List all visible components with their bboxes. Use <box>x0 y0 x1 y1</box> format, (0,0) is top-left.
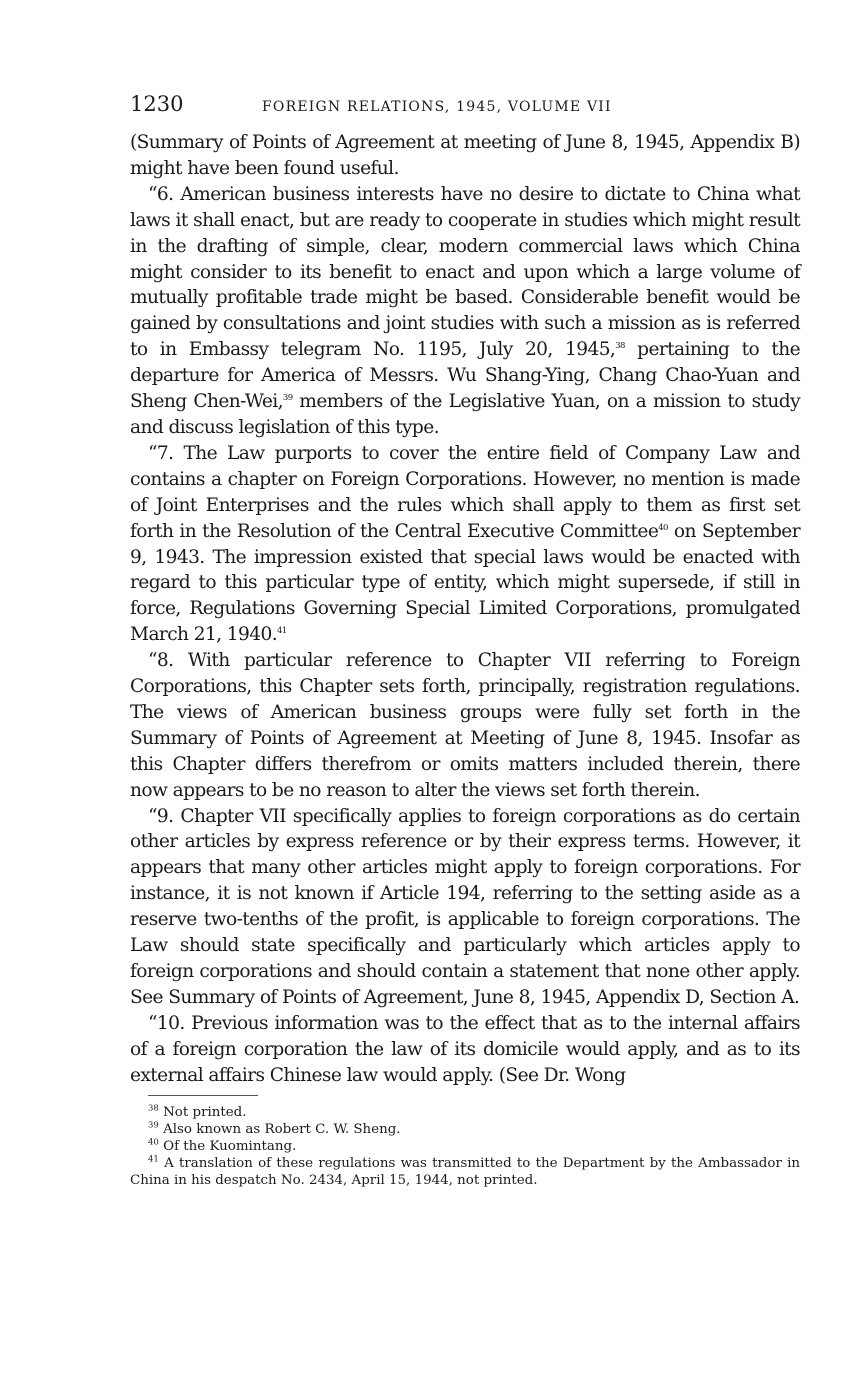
running-head <box>130 92 800 124</box>
footnote-ref-39: 39 <box>282 392 293 403</box>
footnote-39 <box>130 1121 800 1138</box>
footnote-number: 39 <box>148 1120 159 1131</box>
footnote-text: Not printed. <box>158 1104 247 1120</box>
paragraph-7-text-a: “7. The Law purports to cover the entire field of Company Law and contains a chapter on Foreign Corporations. However, no mention is made of Joint Enterprises and the rules which shall apply to them as first set forth in the Resolution of the Central Executive Committee <box>130 442 800 542</box>
paragraph-8: “8. With particular reference to Chapter VII referring to Foreign Corporations, this Chapter sets forth, principally, registration regulations. The views of American business groups were fully set forth in the Summary of Points of Agreement at Meeting of June 8, 1945. Insofar as this Chapter differs therefrom or omits matters included therein, there now appears to be no reason to alter the views set forth therein. <box>130 650 800 801</box>
footnote-ref-40: 40 <box>658 522 668 533</box>
footnote-divider <box>148 1095 258 1096</box>
paragraph-6-text-a: “6. American business interests have no desire to dictate to China what laws it shall enact, but are ready to cooperate in studies which might result in the drafting of simple, clear, modern commercial laws which China might consider to its benefit to enact and upon which a large volume of mutually profitable trade might be based. Considerable benefit would be gained by consultations and joint studies with such a mission as is referred to in Embassy telegram No. 1195, July 20, 1945, <box>130 183 800 361</box>
footnote-number: 38 <box>148 1103 159 1114</box>
footnote-ref-41: 41 <box>277 626 287 637</box>
footnote-40 <box>130 1138 800 1155</box>
footnote-ref-38: 38 <box>615 341 625 352</box>
footnote-number: 40 <box>148 1137 159 1148</box>
footnote-text: Also known as Robert C. W. Sheng. <box>158 1121 401 1137</box>
paragraph-9: “9. Chapter VII specifically applies to foreign corporations as do certain other articles by express reference or by their express terms. However, it appears that many other articles might apply to foreign corporations. For instance, it is not known if Article 194, referring to the setting aside as a reserve two-tenths of the profit, is applicable to foreign corporations. The Law should state specifically and particularly which articles apply to foreign corporations and should contain a statement that none other apply. See Summary of Points of Agreement, June 8, 1945, Appendix D, Section A. <box>130 805 800 1008</box>
paragraph-continuation: (Summary of Points of Agreement at meeting of June 8, 1945, Appendix B) might have been found useful. <box>130 132 800 179</box>
footnote-38 <box>130 1104 800 1121</box>
footnote-text: A translation of these regulations was transmitted to the Department by the Ambassador in China in his despatch No. 2434, April 15, 1944, not printed. <box>130 1155 800 1188</box>
page-number: 1230 <box>130 92 184 116</box>
paragraph-6-text-c: members of the Legislative Yuan, on a mission to study and discuss legislation of this type. <box>130 391 800 438</box>
paragraph-7 <box>130 441 800 648</box>
footnote-number: 41 <box>148 1154 159 1165</box>
footnote-41 <box>130 1155 800 1189</box>
paragraph-6 <box>130 182 800 441</box>
footnotes <box>130 1104 800 1189</box>
footnote-text: Of the Kuomintang. <box>158 1138 297 1154</box>
body-text <box>130 130 800 1089</box>
book-page <box>130 92 800 1189</box>
paragraph-6-text-b: pertaining to the departure for America of Messrs. Wu Shang-Ying, Chang Chao-Yuan and Sheng Chen-Wei, <box>130 339 800 413</box>
paragraph-7-text-b: on September 9, 1943. The impression existed that special laws would be enacted with regard to this particular type of entity, which might supersede, if still in force, Regulations Governing Special Limited Corporations, promulgated March 21, 1940. <box>130 520 800 646</box>
running-title: FOREIGN RELATIONS, 1945, VOLUME VII <box>262 99 612 115</box>
paragraph-10: “10. Previous information was to the effect that as to the internal affairs of a foreign corporation the law of its domicile would apply, and as to its external affairs Chinese law would apply. (See Dr. Wong <box>130 1012 800 1086</box>
